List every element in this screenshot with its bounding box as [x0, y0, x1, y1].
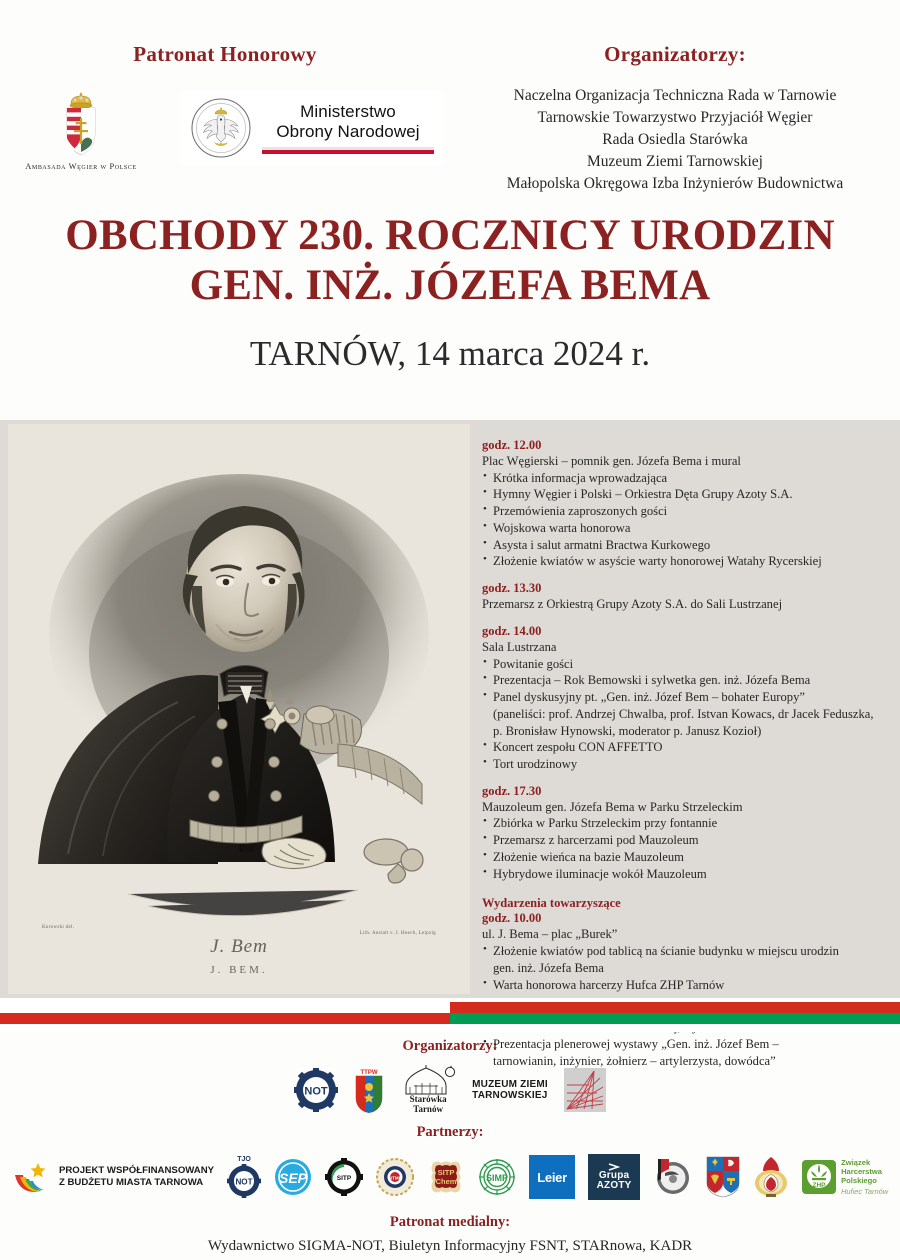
- leier-label: Leier: [537, 1169, 567, 1185]
- ambasada-wegier-logo: [6, 85, 156, 171]
- portrait-printed-name: J. BEM.: [210, 964, 268, 976]
- organizers-heading: Organizatorzy:: [604, 42, 746, 66]
- moiib-bridge-icon: [564, 1068, 606, 1112]
- azoty-line2: AZOTY: [596, 1180, 632, 1191]
- svg-text:SITP: SITP: [437, 1168, 455, 1177]
- program-column: [470, 420, 900, 1068]
- program-item: • Wojskowa warta honorowa: [482, 520, 886, 537]
- svg-text:SEP: SEP: [279, 1170, 308, 1186]
- herb-tarnowa-logo: [706, 1156, 740, 1198]
- organizer-item: Rada Osiedla Starówka: [602, 131, 748, 148]
- jozef-bem-portrait: [8, 424, 470, 994]
- program-item: • Hybrydowe iluminacje wokół Mauzoleum: [482, 866, 886, 883]
- svg-text:NOT: NOT: [235, 1177, 253, 1187]
- program-item: • Złożenie wieńca na bazie Mauzoleum: [482, 849, 886, 866]
- zhp-lily-icon: [802, 1160, 836, 1194]
- svg-text:SITMN: SITMN: [388, 1175, 402, 1181]
- siti-not-logo: [325, 1158, 363, 1196]
- starowka-building-icon: [400, 1065, 456, 1095]
- tjo-label: TJO: [237, 1156, 251, 1163]
- starowka-tarnow-logo: [400, 1065, 456, 1115]
- program-time: godz. 17.30: [482, 783, 542, 798]
- organizer-item: Naczelna Organizacja Techniczna Rada w Tarnowie: [513, 87, 837, 104]
- sitk-emblem-icon: [653, 1157, 693, 1197]
- page-title: [0, 211, 900, 312]
- portrait-signature: J. Bem: [210, 936, 268, 957]
- program-item: • Hymny Węgier i Polski – Orkiestra Dęta Grupy Azoty S.A.: [482, 486, 886, 503]
- program-item: • Powitanie gości: [482, 656, 886, 673]
- zhp-hufiec-tarnow-logo: [802, 1158, 888, 1197]
- ttpw-shield-icon: [354, 1067, 384, 1113]
- straz-emblem-icon: [753, 1156, 789, 1198]
- simp-gear-icon: [478, 1158, 516, 1196]
- sep-circle-icon: [274, 1158, 312, 1196]
- svg-text:Chem: Chem: [435, 1177, 457, 1186]
- portrait-lithograph-icon: [8, 424, 470, 994]
- patronage-block: [0, 42, 450, 195]
- program-item: • Tort urodzinowy: [482, 756, 886, 773]
- mon-line2: Obrony Narodowej: [276, 122, 420, 141]
- footer-media-line: Wydawnictwo SIGMA-NOT, Biuletyn Informacyjny FSNT, STARnowa, KADR: [207, 1238, 693, 1254]
- straz-pozarna-logo: [753, 1156, 789, 1198]
- portrait-column: [0, 420, 470, 998]
- program-place: Sala Lustrzana: [482, 639, 557, 654]
- zhp-line2: Harcerstwa: [841, 1166, 883, 1176]
- zhp-labels: [841, 1158, 888, 1197]
- hungary-flag-green: [450, 1013, 900, 1024]
- svg-text:SITP: SITP: [336, 1175, 352, 1182]
- zhp-line3: Polskiego: [841, 1176, 877, 1186]
- program-item: • Przemarsz z harcerzami pod Mauzoleum: [482, 832, 886, 849]
- mon-line1: Ministerstwo: [300, 102, 396, 122]
- program-item: • Prezentacja – Rok Bemowski i sylwetka gen. inż. Józefa Bema: [482, 672, 886, 689]
- sitmn-logo: [376, 1158, 414, 1196]
- tjo-not-logo: [227, 1156, 261, 1198]
- sitmn-wreath-icon: [376, 1158, 414, 1196]
- starowka-label: Starówka Tarnów: [409, 1094, 447, 1114]
- program-place: Mauzoleum gen. Józefa Bema w Parku Strzeleckim: [482, 799, 743, 814]
- program-item-cont: p. Bronisław Hynowski, moderator p. Janusz Kozioł): [493, 723, 762, 738]
- program-place: ul. J. Bema – plac „Burek”: [482, 927, 618, 942]
- tjo-not-gear-icon: [227, 1164, 261, 1198]
- accompanying-heading: Wydarzenia towarzyszące: [482, 896, 621, 911]
- organizer-item: Małopolska Okręgowa Izba Inżynierów Budownictwa: [506, 175, 844, 192]
- svg-text:SIMP: SIMP: [486, 1173, 509, 1183]
- footer-organizers-heading: Organizatorzy:: [402, 1038, 498, 1054]
- simp-logo: [478, 1158, 516, 1196]
- zhp-sub: Hufiec Tarnów: [841, 1187, 889, 1197]
- poland-flag-white: [0, 1002, 450, 1013]
- program-item: • Panel dyskusyjny pt. „Gen. inż. Józef Bem – bohater Europy”: [482, 689, 886, 706]
- program-item: • Prezentacja plenerowej wystawy „Gen. inż. Józef Bem –: [482, 1036, 886, 1053]
- organizer-item: Muzeum Ziemi Tarnowskiej: [587, 153, 763, 170]
- muzeum-label: MUZEUM ZIEMI TARNOWSKIEJ: [472, 1078, 548, 1101]
- sitp-gear-icon: [325, 1158, 363, 1196]
- header-section: [0, 0, 900, 420]
- poland-flag-red: [0, 1013, 450, 1024]
- svg-text:NOT: NOT: [304, 1085, 328, 1098]
- program-item-cont: (paneliści: prof. Andrzej Chwalba, prof. Istvan Kowacs, dr Jacek Feduszka,: [493, 706, 874, 721]
- title-block: [0, 211, 900, 374]
- tarnow-budget-label: PROJEKT WSPÓŁFINANSOWANY Z BUDŻETU MIASTA TARNOWA: [58, 1164, 215, 1188]
- tarnow-sun-icon: [12, 1159, 52, 1195]
- svg-text:TTPW: TTPW: [360, 1070, 378, 1076]
- muzeum-ziemi-tarnowskiej-logo: [472, 1079, 548, 1102]
- patronage-heading: Patronat Honorowy: [133, 42, 317, 66]
- footer-organizer-logos: [0, 1062, 900, 1118]
- program-item: • Asysta i salut armatni Bractwa Kurkowego: [482, 537, 886, 554]
- organizers-list: [450, 85, 900, 195]
- sitpchem-logo: [427, 1159, 465, 1195]
- ambasada-wegier-caption: Ambasada Węgier w Polsce: [25, 162, 137, 171]
- footer-partners-heading: Partnerzy:: [416, 1124, 484, 1140]
- program-item: • Krótka informacja wprowadzająca: [482, 470, 886, 487]
- program-item: • Złożenie kwiatów w asyście warty honorowej Watahy Rycerskiej: [482, 553, 886, 570]
- flag-row-bottom: [0, 1013, 900, 1024]
- program-time: godz. 12.00: [482, 438, 542, 452]
- zhp-line1: Związek: [841, 1157, 871, 1167]
- tarnow-coat-of-arms-icon: [706, 1156, 740, 1198]
- flag-stripes: [0, 998, 900, 1032]
- program-place: Przemarsz z Orkiestrą Grupy Azoty S.A. do Sali Lustrzanej: [482, 597, 783, 612]
- sep-logo: [274, 1158, 312, 1196]
- ttpw-logo: [354, 1067, 384, 1113]
- leier-logo: [529, 1155, 575, 1199]
- mon-flag-bars: [262, 147, 434, 154]
- patronage-logos: [0, 85, 450, 171]
- program-item-cont: tarnowianin, inżynier, żołnierz – artylerzysta, dowódca”: [493, 1053, 776, 1068]
- organizers-block: [450, 42, 900, 195]
- program-time: godz. 10.00: [482, 911, 542, 926]
- organizer-item: Tarnowskie Towarzystwo Przyjaciół Węgier: [537, 109, 813, 126]
- program-item: • Koncert zespołu CON AFFETTO: [482, 739, 886, 756]
- title-subtitle: TARNÓW, 14 marca 2024 r.: [249, 333, 651, 373]
- not-gear-icon: [294, 1068, 338, 1112]
- hungary-flag-red: [450, 1002, 900, 1013]
- program-item-cont: gen. inż. Józefa Bema: [493, 960, 604, 975]
- program-item: • Warta honorowa harcerzy Hufca ZHP Tarnów: [482, 977, 886, 994]
- flag-row-top: [0, 1002, 900, 1013]
- program-item: • Zbiórka w Parku Strzeleckim przy fontannie: [482, 815, 886, 832]
- polish-eagle-icon: [190, 97, 252, 159]
- sitk-logo: [653, 1157, 693, 1197]
- program-time: godz. 13.30: [482, 581, 542, 596]
- moiib-logo: [564, 1068, 606, 1112]
- title-line-2: GEN. INŻ. JÓZEFA BEMA: [189, 262, 711, 310]
- footer-media-heading: Patronat medialny:: [389, 1214, 511, 1230]
- hungarian-coat-of-arms-icon: [6, 85, 156, 157]
- mon-text: [262, 102, 434, 154]
- program-time: godz. 14.00: [482, 623, 542, 638]
- portrait-credit-right: Lith. Anstalt v. J. Hoech, Leipzig: [359, 931, 436, 936]
- footer-partner-logos: [0, 1148, 900, 1206]
- ministerstwo-obrony-narodowej-logo: [180, 91, 444, 165]
- not-logo: [294, 1068, 338, 1112]
- tarnow-city-budget-logo: [12, 1159, 214, 1195]
- title-line-1: OBCHODY 230. ROCZNICY URODZIN: [65, 212, 835, 259]
- azoty-line1: Grupa: [598, 1169, 630, 1181]
- program-place: Plac Węgierski – pomnik gen. Józefa Bema i mural: [482, 454, 741, 468]
- grupa-azoty-logo: [588, 1154, 640, 1200]
- svg-text:ZHP: ZHP: [812, 1182, 826, 1189]
- program-item: • Złożenie kwiatów pod tablicą na ścianie budynku w miejscu urodzin: [482, 943, 886, 960]
- program-item: • Przemówienia zaproszonych gości: [482, 503, 886, 520]
- portrait-credit-left: Kurowski del.: [42, 925, 75, 930]
- sitpchem-badge-icon: [427, 1159, 465, 1195]
